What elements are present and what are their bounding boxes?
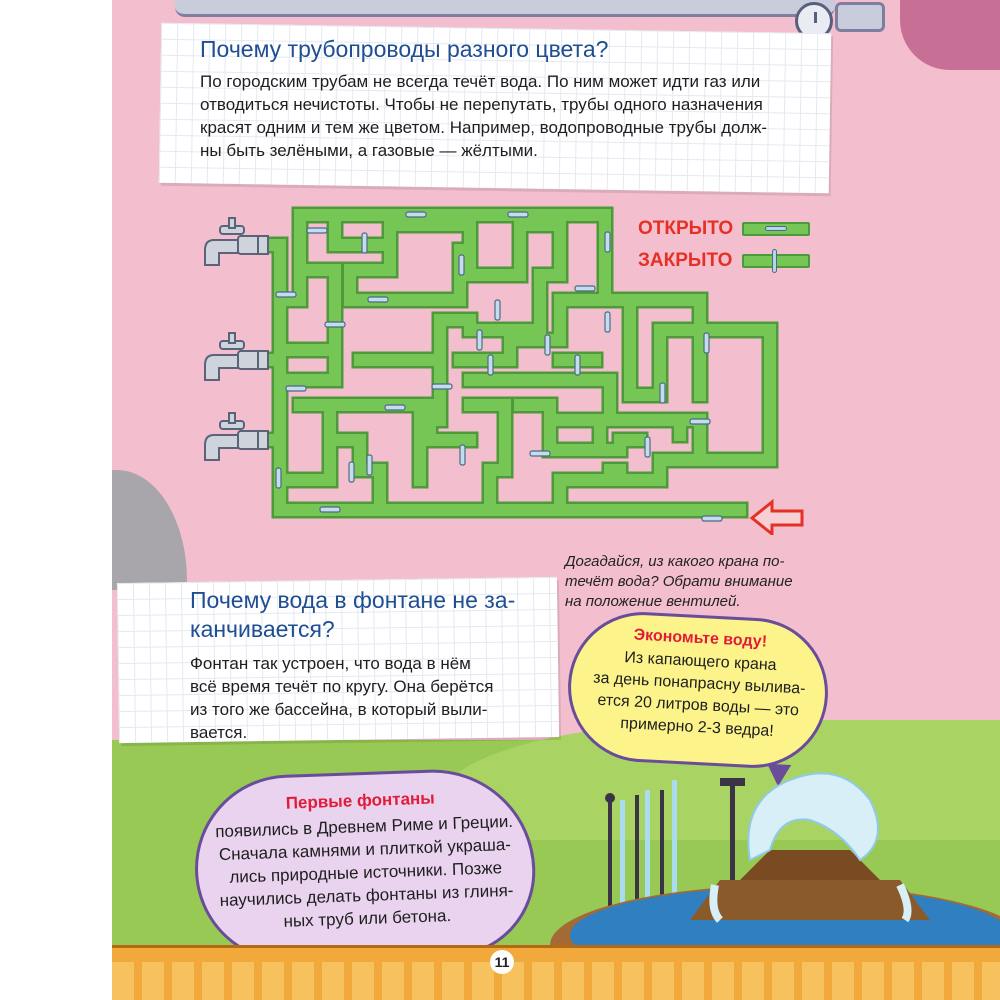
valve-icon [704,333,709,353]
text-line: всё время течёт по кругу. Она берётся [190,677,494,696]
valve-icon [645,437,650,457]
water-jets [620,780,677,910]
valve-icon [385,405,405,410]
valve-icon [702,516,722,521]
section-text-fountain [190,652,493,744]
valve-icon [605,312,610,332]
valve-icon [575,286,595,291]
text-line: появились в Древнем Риме и Греции. [214,811,514,842]
valve-icon [660,383,665,403]
text-line: за день понапрасну вылива- [592,669,806,698]
text-line: лись природные источники. Позже [229,858,503,887]
text-line: Сначала камнями и плиткой украша- [218,834,512,865]
text-line: По городским трубам не всегда течёт вода. По ним может идти газ или [200,72,761,91]
valve-icon [286,386,306,391]
valve-icon [508,212,528,217]
valve-icon [530,451,550,456]
section-title-pipelines: Почему трубопроводы разного цвета? [200,36,609,62]
section-text-pipelines [200,70,767,162]
page-number: 11 [490,950,514,974]
valve-icon [575,355,580,375]
text-line: красят одним и тем же цветом. Например, водопроводные трубы долж- [200,118,768,137]
legend-closed-label: ЗАКРЫТО [638,250,733,271]
save-water-bubble [564,608,831,771]
valve-icon [432,384,452,389]
title-line: канчивается? [190,616,335,642]
pipe-maze-puzzle [195,195,805,535]
text-line: ется 20 литров воды — это [597,691,800,720]
save-water-text [577,645,821,745]
valve-icon [495,300,500,320]
valve-icon [367,455,372,475]
valve-icon [368,297,388,302]
legend-open-label: ОТКРЫТО [638,218,734,239]
faucet-icon [205,218,268,265]
top-pipe-illustration [175,0,835,17]
valve-icon [406,212,426,217]
valve-icon [325,322,345,327]
footer-fence [112,962,1000,1000]
valve-icon [276,468,281,488]
start-arrow-icon [752,502,802,534]
legend-closed-valve-icon [772,249,777,273]
valve-icon [545,335,550,355]
faucet-icon [205,413,268,460]
fountain-water-spray [748,773,878,860]
valve-icon [460,445,465,465]
text-line: из того же бассейна, в который выли- [190,700,488,719]
valve-icon [307,228,327,233]
fountain-illustration [540,760,1000,970]
text-line: ны быть зелёными, а газовые — жёлтыми. [200,141,538,160]
first-fountains-title: Первые фонтаны [285,788,436,813]
faucet-icon [205,333,268,380]
valve-icon [488,355,493,375]
hint-line: течёт вода? Обрати внимание [565,573,793,590]
first-fountains-bubble [192,766,538,966]
first-fountains-text [206,810,525,936]
valve-icon [605,232,610,252]
valve-icon [690,419,710,424]
valve-icon [276,292,296,297]
text-line: отводиться нечистоты. Чтобы не перепутать, трубы одного назначения [200,95,763,114]
maze-hint [565,552,825,612]
fountain-tier-lower [690,880,930,920]
pipe-joint-illustration [835,2,885,32]
text-line: примерно 2-3 ведра! [619,714,775,741]
save-water-title: Экономьте воду! [633,626,768,651]
legend-open-valve-icon [765,226,787,231]
text-line: ных труб или бетона. [283,906,452,931]
title-line: Почему вода в фонтане не за- [190,587,516,613]
text-line: вается. [190,723,248,742]
valve-icon [459,255,464,275]
valve-icon [477,330,482,350]
text-line: Из капающего крана [623,649,778,675]
valve-icon [320,507,340,512]
text-line: Фонтан так устроен, что вода в нём [190,654,471,673]
hint-line: Догадайся, из какого крана по- [565,553,785,570]
text-line: научились делать фонтаны из глиня- [219,880,514,911]
section-title-fountain [190,586,515,644]
hint-line: на положение вентилей. [565,593,741,610]
valve-icon [362,233,367,253]
valve-icon [349,462,354,482]
